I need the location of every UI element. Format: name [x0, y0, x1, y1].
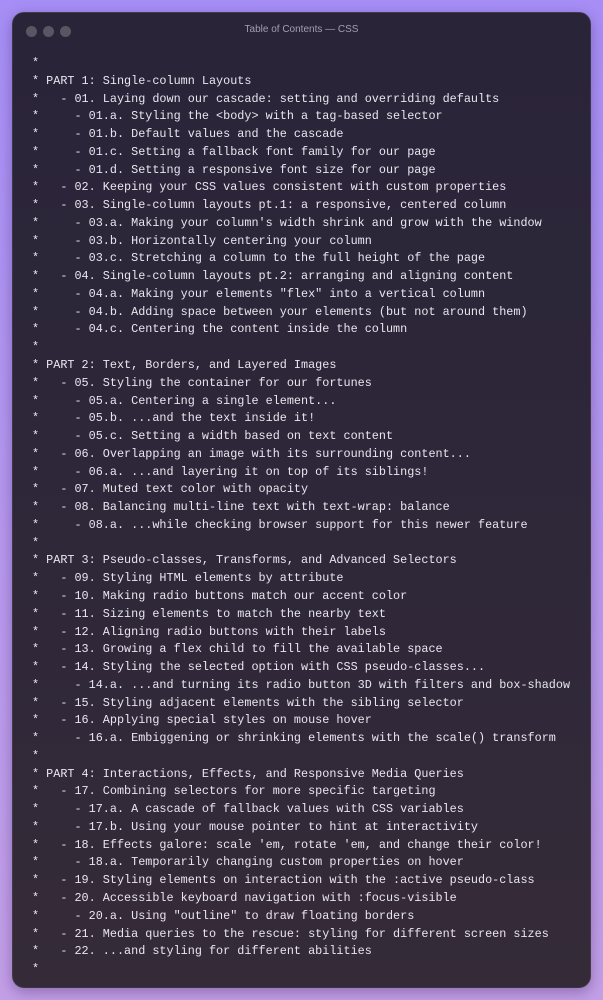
code-line: * - 01.b. Default values and the cascade	[32, 127, 344, 142]
code-line: * - 06.a. ...and layering it on top of its siblings!	[32, 464, 429, 479]
code-line: * - 03.c. Stretching a column to the full height of the page	[32, 251, 486, 266]
code-line: * - 18. Effects galore: scale 'em, rotate 'em, and change their color!	[32, 837, 542, 852]
title-bar	[13, 13, 590, 49]
code-line: * - 04.c. Centering the content inside the column	[32, 322, 408, 337]
code-line: * - 04.b. Adding space between your elements (but not around them)	[32, 304, 528, 319]
code-line: * - 05. Styling the container for our fortunes	[32, 375, 372, 390]
code-line: * PART 1: Single-column Layouts	[32, 73, 252, 88]
code-line: * PART 2: Text, Borders, and Layered Images	[32, 358, 337, 373]
code-line: * - 15. Styling adjacent elements with the sibling selector	[32, 695, 464, 710]
code-line: * - 05.b. ...and the text inside it!	[32, 411, 316, 426]
code-line: * - 17. Combining selectors for more specific targeting	[32, 784, 436, 799]
code-line: * - 01. Laying down our cascade: setting and overriding defaults	[32, 91, 500, 106]
code-line: * - 13. Growing a flex child to fill the available space	[32, 642, 443, 657]
code-line: * - 06. Overlapping an image with its surrounding content...	[32, 446, 471, 461]
code-line: * - 14.a. ...and turning its radio button 3D with filters and box-shadow	[32, 677, 571, 692]
code-line: *	[32, 56, 40, 70]
code-line: * - 03.b. Horizontally centering your column	[32, 233, 372, 248]
code-line: * - 17.a. A cascade of fallback values with CSS variables	[32, 802, 464, 817]
code-line: * - 04. Single-column layouts pt.2: arranging and aligning content	[32, 269, 514, 284]
code-line: * - 20. Accessible keyboard navigation with :focus-visible	[32, 890, 457, 905]
code-line: * - 20.a. Using "outline" to draw floating borders	[32, 908, 415, 923]
code-line: * - 03. Single-column layouts pt.1: a responsive, centered column	[32, 198, 507, 213]
code-line: * - 03.a. Making your column's width shrink and grow with the window	[32, 215, 542, 230]
code-line: *	[32, 535, 40, 550]
code-line: * - 16.a. Embiggening or shrinking elements with the scale() transform	[32, 731, 556, 746]
code-line: * - 04.a. Making your elements "flex" into a vertical column	[32, 286, 486, 301]
code-line: * - 17.b. Using your mouse pointer to hint at interactivity	[32, 819, 478, 834]
code-line: * - 11. Sizing elements to match the nearby text	[32, 606, 386, 621]
code-line: * - 01.c. Setting a fallback font family for our page	[32, 144, 436, 159]
code-line: * - 19. Styling elements on interaction with the :active pseudo-class	[32, 873, 535, 888]
code-line: * - 21. Media queries to the rescue: styling for different screen sizes	[32, 926, 549, 941]
code-line: * - 02. Keeping your CSS values consistent with custom properties	[32, 180, 507, 195]
code-line: * - 05.a. Centering a single element...	[32, 393, 337, 408]
editor-window	[12, 12, 591, 988]
code-line: * PART 4: Interactions, Effects, and Responsive Media Queries	[32, 766, 464, 781]
code-line: *	[32, 962, 40, 977]
code-line: * - 22. ...and styling for different abilities	[32, 944, 372, 959]
code-line: * - 09. Styling HTML elements by attribute	[32, 571, 344, 586]
code-content[interactable]	[32, 55, 570, 979]
code-line: * - 10. Making radio buttons match our accent color	[32, 588, 408, 603]
window-title: Table of Contents — CSS	[244, 24, 359, 35]
code-line: * - 01.a. Styling the <body> with a tag-based selector	[32, 109, 443, 124]
code-line: * - 12. Aligning radio buttons with their labels	[32, 624, 386, 639]
code-line: * - 16. Applying special styles on mouse hover	[32, 713, 372, 728]
code-line: * - 14. Styling the selected option with CSS pseudo-classes...	[32, 660, 486, 675]
code-line: * PART 3: Pseudo-classes, Transforms, and Advanced Selectors	[32, 553, 457, 568]
code-line: * - 05.c. Setting a width based on text content	[32, 429, 394, 444]
code-line: * - 07. Muted text color with opacity	[32, 482, 309, 497]
code-line: * - 08. Balancing multi-line text with text-wrap: balance	[32, 500, 450, 515]
code-line: *	[32, 340, 40, 355]
code-line: *	[32, 748, 40, 763]
code-line: * - 18.a. Temporarily changing custom properties on hover	[32, 855, 464, 870]
code-line: * - 08.a. ...while checking browser support for this newer feature	[32, 517, 528, 532]
code-line: * - 01.d. Setting a responsive font size for our page	[32, 162, 436, 177]
